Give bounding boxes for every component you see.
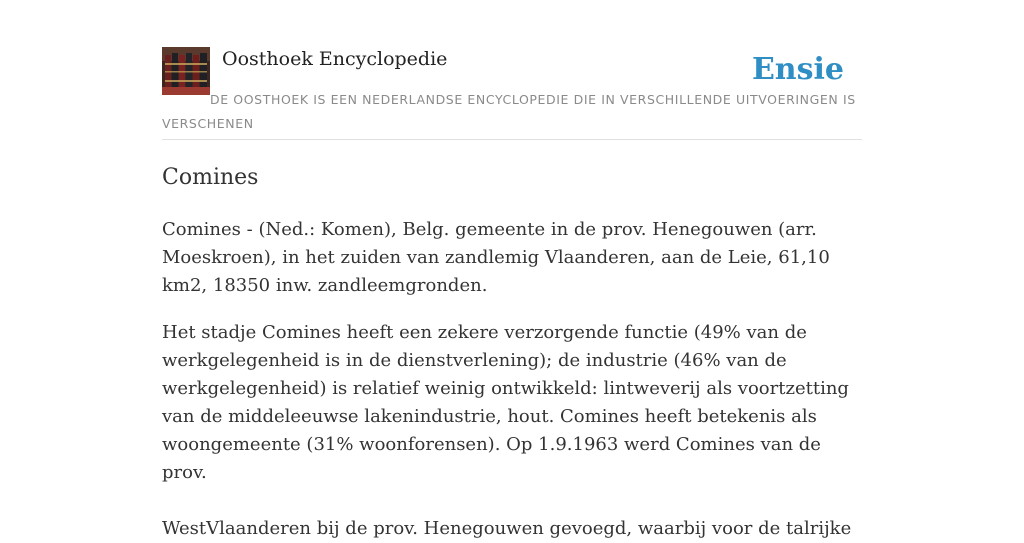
site-header: [162, 46, 862, 140]
site-title-link[interactable]: Oosthoek Encyclopedie: [222, 48, 448, 70]
article-paragraph-2: Het stadje Comines heeft een zekere verzorgende functie (49% van de werkgelegenheid is in de dienstverlening); de industrie (46% van de werkgelegenheid) is relatief weinig ontwikkeld: lintweverij als voortzetting van de middeleeuwse lakenindustrie, hout. Comines heeft betekenis als woongemeente (31% woonforensen). Op 1.9.1963 werd Comines van de prov.: [162, 322, 849, 483]
article-content: [162, 160, 862, 543]
article-title: Comines: [162, 165, 259, 190]
site-tagline: DE OOSTHOEK IS EEN NEDERLANDSE ENCYCLOPEDIE DIE IN VERSCHILLENDE UITVOERINGEN IS VERSCHENEN: [162, 92, 856, 131]
article-paragraph-1: Comines - (Ned.: Komen), Belg. gemeente in de prov. Henegouwen (arr. Moeskroen), in het zuiden van zandlemig Vlaanderen, aan de Leie, 61,10 km2, 18350 inw. zandleemgronden.: [162, 219, 830, 296]
ensie-logo-link[interactable]: Ensie: [751, 52, 844, 87]
article-paragraph-3: WestVlaanderen bij de prov. Henegouwen gevoegd, waarbij voor de talrijke: [162, 518, 852, 539]
